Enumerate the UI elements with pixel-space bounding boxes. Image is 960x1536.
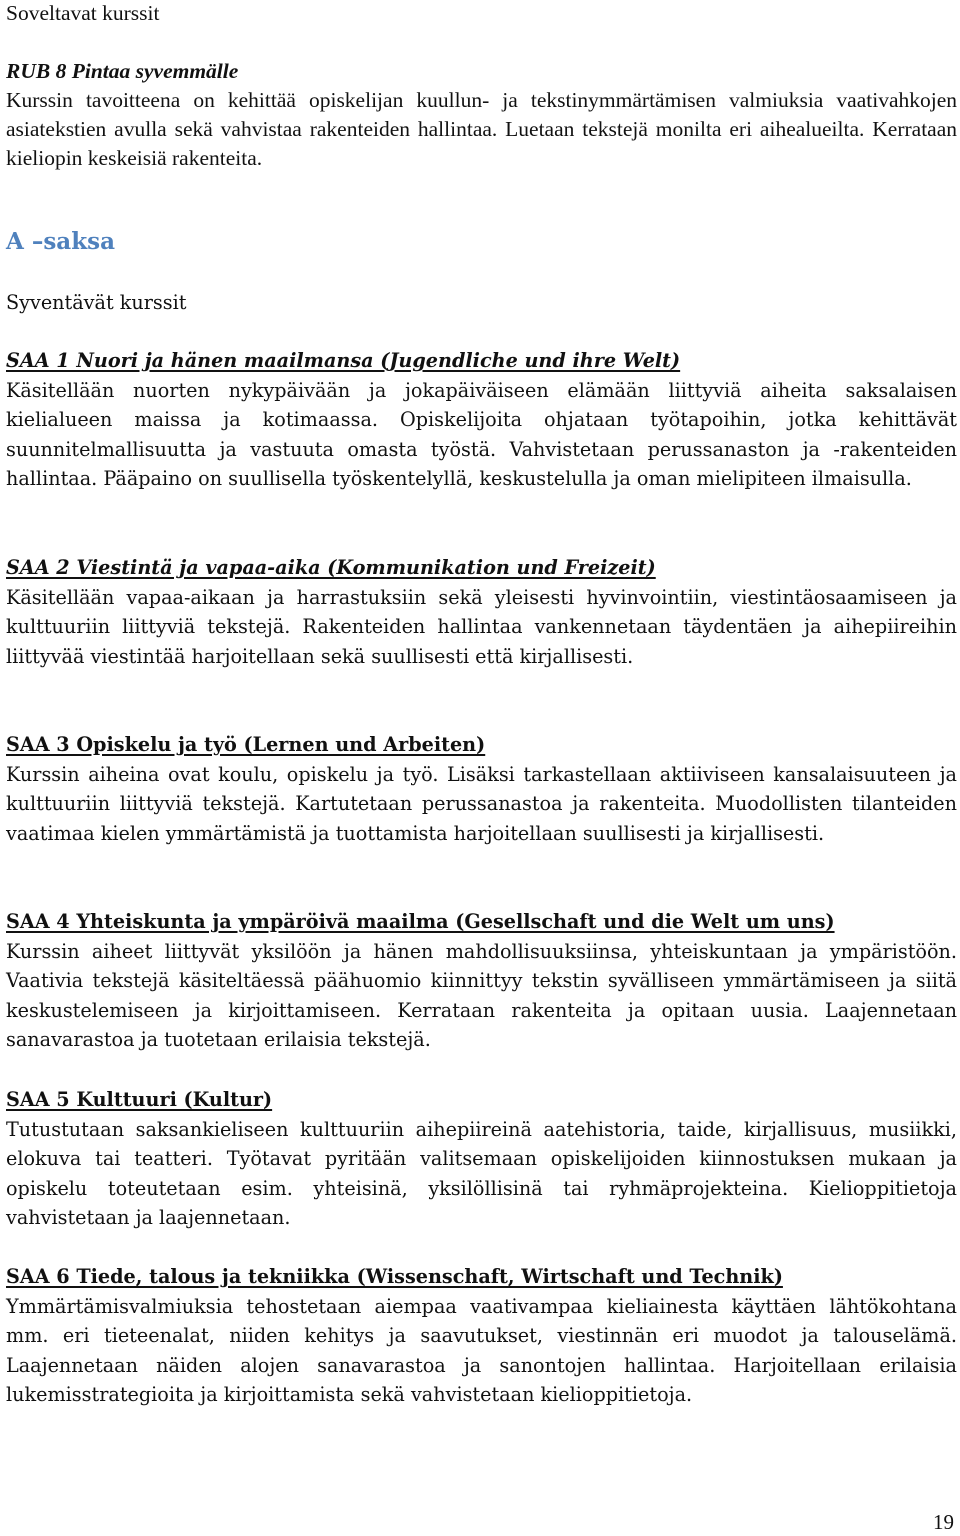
course-body: Kurssin aiheet liittyvät yksilöön ja hänen mahdollisuuksiinsa, yhteiskuntaan ja ympäristöön. Vaativia tekstejä käsiteltäessä päähuomio kiinnittyy tekstin syvälliseen ymmärtämiseen ja siitä keskustelemiseen ja kirjoittamiseen. Kerrataan rakenteita ja opitaan uusia. Laajennetaan sanavarastoa ja tuotetaan erilaisia tekstejä. [6, 939, 957, 1051]
course-body: Ymmärtämisvalmiuksia tehostetaan aiempaa vaativampaa kieliainesta käyttäen lähtökohtana mm. eri tieteenalat, niiden kehitys ja saavutukset, viestinnän eri muodot ja talouselämä. Laajennetaan näiden alojen sanavarastoa ja sanontojen hallintaa. Harjoitellaan erilaisia lukemisstrategioita ja kirjoittamista sekä vahvistetaan kielioppitietoja. [6, 1294, 957, 1406]
course-saa5 [6, 1085, 957, 1233]
course-title: SAA 1 Nuori ja hänen maailmansa (Jugendliche und ihre Welt) [6, 349, 681, 372]
page-number: 19 [933, 1510, 954, 1534]
course-body: Tutustutaan saksankieliseen kulttuuriin aihepiireinä aatehistoria, taide, kirjallisuus, musiikki, elokuva tai teatteri. Työtavat pyritään valitsemaan opiskelijoiden kiinnostuksen mukaan ja opiskelu toteutetaan esim. yhteisinä, yksilöllisinä tai ryhmäprojekteina. Kielioppitietoja vahvistetaan ja laajennetaan. [6, 1117, 957, 1229]
course-saa6 [6, 1262, 957, 1410]
course-saa4 [6, 907, 957, 1055]
section-label: Syventävät kurssit [6, 291, 187, 314]
course-title: SAA 6 Tiede, talous ja tekniikka (Wissenschaft, Wirtschaft und Technik) [6, 1265, 783, 1288]
course-saa1 [6, 346, 957, 494]
rub-course-title: RUB 8 Pintaa syvemmälle [6, 59, 239, 83]
course-body: Käsitellään nuorten nykypäivään ja jokapäiväiseen elämään liittyviä aiheita saksalaisen kielialueen maissa ja kotimaassa. Opiskelijoita ohjataan työtapoihin, jotka kehittävät suunnitelmallisuutta ja vastuuta omasta työstä. Vahvistetaan perussanaston ja -rakenteiden hallintaa. Pääpaino on suullisella työskentelyllä, keskustelulla ja oman mielipiteen ilmaisulla. [6, 378, 957, 490]
course-title: SAA 5 Kulttuuri (Kultur) [6, 1088, 273, 1111]
course-body: Käsitellään vapaa-aikaan ja harrastuksiin sekä yleisesti hyvinvointiin, viestintäosaamiseen ja kulttuuriin liittyviä tekstejä. Rakenteiden hallintaa vankennetaan täydentäen ja aihepiireihin liittyvää viestintää harjoitellaan sekä suullisesti että kirjallisesti. [6, 585, 957, 668]
rub-course-body: Kurssin tavoitteena on kehittää opiskelijan kuullun- ja tekstinymmärtämisen valmiuksia vaativahkojen asiatekstien avulla sekä vahvistaa rakenteiden hallintaa. Luetaan tekstejä monilta eri aihealueilta. Kerrataan kieliopin keskeisiä rakenteita. [6, 88, 957, 170]
course-saa3 [6, 730, 957, 848]
course-title: SAA 3 Opiskelu ja työ (Lernen und Arbeiten) [6, 733, 486, 756]
language-heading: A –saksa [6, 228, 115, 255]
course-title: SAA 2 Viestintä ja vapaa-aika (Kommunikation und Freizeit) [6, 556, 656, 579]
top-heading: Soveltavat kurssit [6, 1, 160, 25]
course-saa2 [6, 553, 957, 671]
course-title: SAA 4 Yhteiskunta ja ympäröivä maailma (Gesellschaft und die Welt um uns) [6, 910, 835, 933]
course-body: Kurssin aiheina ovat koulu, opiskelu ja työ. Lisäksi tarkastellaan aktiiviseen kansalaisuuteen ja kulttuuriin liittyviä tekstejä. Kartutetaan perussanastoa ja rakenteita. Muodollisten tilanteiden vaatimaa kielen ymmärtämistä ja tuottamista harjoitellaan suullisesti ja kirjallisesti. [6, 762, 957, 845]
